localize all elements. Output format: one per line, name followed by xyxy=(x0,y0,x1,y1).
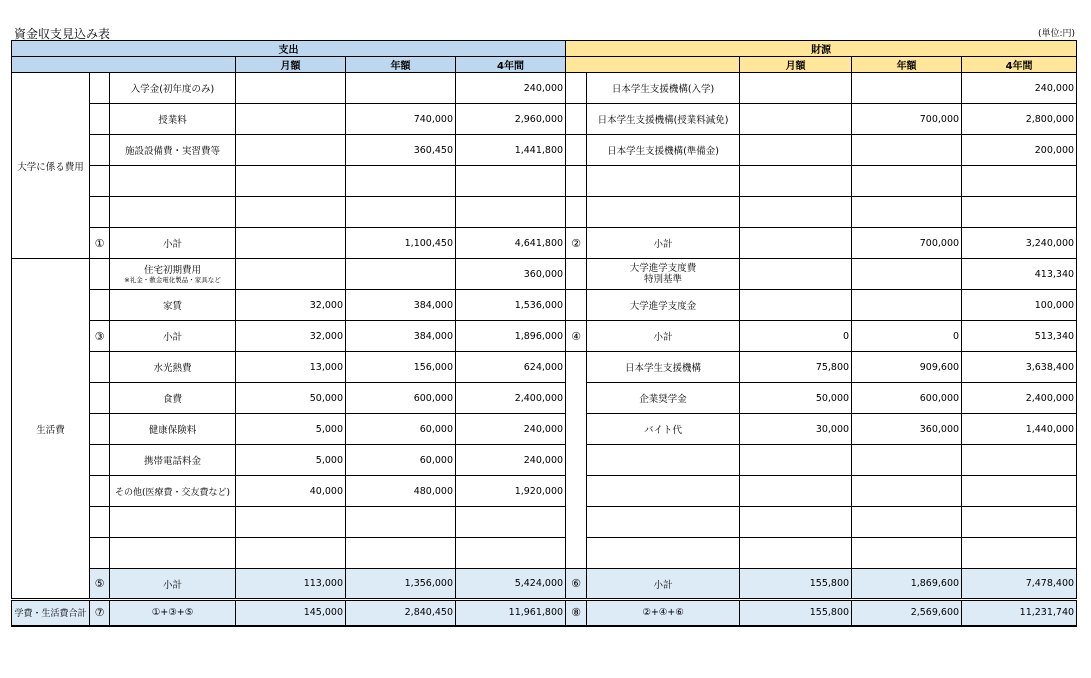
subtotal-row xyxy=(12,228,1077,259)
funding-year[interactable] xyxy=(852,197,962,228)
mark-cell xyxy=(90,73,110,104)
expense-year: 384,000 xyxy=(346,321,456,352)
funding-year[interactable] xyxy=(852,538,962,569)
expense-4yr[interactable]: 2,400,000 xyxy=(456,383,566,414)
expense-year[interactable]: 156,000 xyxy=(346,352,456,383)
expense-month[interactable] xyxy=(236,507,346,538)
funding-year[interactable]: 909,600 xyxy=(852,352,962,383)
funding-month[interactable] xyxy=(740,259,852,290)
funding-month[interactable] xyxy=(740,166,852,197)
section-living: 生活費 xyxy=(12,259,90,600)
subtotal-label: 小計 xyxy=(587,321,740,352)
expense-4yr[interactable]: 624,000 xyxy=(456,352,566,383)
funding-item[interactable]: バイト代 xyxy=(587,414,740,445)
funding-item[interactable] xyxy=(587,445,740,476)
mark-cell xyxy=(566,259,587,290)
expense-item-note: ※礼金・敷金電化製品・家具など xyxy=(124,275,221,284)
funding-month[interactable] xyxy=(740,104,852,135)
funding-month[interactable] xyxy=(740,135,852,166)
funding-item-text2: 特別基準 xyxy=(644,274,683,285)
funding-year: 1,869,600 xyxy=(852,569,962,600)
expense-month[interactable]: 5,000 xyxy=(236,445,346,476)
total-formula: ②+④+⑥ xyxy=(587,600,740,626)
section-university: 大学に係る費用 xyxy=(12,73,90,259)
expense-month[interactable]: 13,000 xyxy=(236,352,346,383)
expense-4yr: 11,961,800 xyxy=(456,600,566,626)
expense-month: 32,000 xyxy=(236,321,346,352)
mark-cell xyxy=(90,476,110,507)
funding-month[interactable] xyxy=(740,290,852,321)
expense-year[interactable] xyxy=(346,197,456,228)
funding-year[interactable]: 700,000 xyxy=(852,104,962,135)
funding-4yr[interactable]: 240,000 xyxy=(962,73,1077,104)
table-row-empty xyxy=(12,507,1077,538)
funding-month-header: 月額 xyxy=(740,57,852,73)
expense-year[interactable]: 480,000 xyxy=(346,476,456,507)
funding-year[interactable] xyxy=(852,73,962,104)
expense-year[interactable]: 60,000 xyxy=(346,414,456,445)
expense-item[interactable] xyxy=(110,166,236,197)
expense-year[interactable]: 384,000 xyxy=(346,290,456,321)
expense-year: 2,840,450 xyxy=(346,600,456,626)
unit-label: (単位:円) xyxy=(1037,29,1075,39)
expense-year[interactable]: 600,000 xyxy=(346,383,456,414)
mark-cell xyxy=(90,104,110,135)
expense-item[interactable] xyxy=(110,538,236,569)
funding-year[interactable] xyxy=(852,445,962,476)
mark-cell xyxy=(90,259,110,290)
funding-month xyxy=(740,228,852,259)
funding-4yr[interactable]: 200,000 xyxy=(962,135,1077,166)
mark-cell xyxy=(90,135,110,166)
section-total: 学費・生活費合計 xyxy=(12,600,90,626)
expense-month[interactable] xyxy=(236,259,346,290)
funding-year: 700,000 xyxy=(852,228,962,259)
expense-4yr: 5,424,000 xyxy=(456,569,566,600)
expense-month xyxy=(236,228,346,259)
subtotal-row xyxy=(12,569,1077,600)
funding-item[interactable] xyxy=(587,197,740,228)
expense-4yr[interactable]: 240,000 xyxy=(456,73,566,104)
funding-year-header: 年額 xyxy=(852,57,962,73)
table-row xyxy=(12,383,1077,414)
mark-cell xyxy=(90,352,110,383)
sheet-title: 資金収支見込み表 xyxy=(14,27,111,41)
expenses-header: 支出 xyxy=(12,41,566,57)
expense-month[interactable] xyxy=(236,73,346,104)
table-row xyxy=(12,476,1077,507)
subtotal-mark: ① xyxy=(90,228,110,259)
funding-year[interactable]: 600,000 xyxy=(852,383,962,414)
funding-4yr[interactable]: 100,000 xyxy=(962,290,1077,321)
funding-item[interactable] xyxy=(587,538,740,569)
table-row xyxy=(12,445,1077,476)
funding-item[interactable] xyxy=(587,507,740,538)
expense-month: 145,000 xyxy=(236,600,346,626)
expenses-item-header xyxy=(12,57,236,73)
funding-4yr: 3,240,000 xyxy=(962,228,1077,259)
funding-4yr[interactable] xyxy=(962,538,1077,569)
subtotal-mark: ⑥ xyxy=(566,569,587,600)
expense-item[interactable]: 入学金(初年度のみ) xyxy=(110,73,236,104)
funding-item[interactable]: 日本学生支援機構 xyxy=(587,352,740,383)
funding-item-text: 大学進学支度費 xyxy=(629,263,697,274)
expense-item[interactable]: 健康保険料 xyxy=(110,414,236,445)
expense-4yr[interactable]: 2,960,000 xyxy=(456,104,566,135)
expense-year[interactable]: 740,000 xyxy=(346,104,456,135)
funding-4yr[interactable]: 2,400,000 xyxy=(962,383,1077,414)
expense-4yr[interactable]: 240,000 xyxy=(456,414,566,445)
funding-month[interactable]: 50,000 xyxy=(740,383,852,414)
funding-4yr: 513,340 xyxy=(962,321,1077,352)
funding-4yr[interactable] xyxy=(962,445,1077,476)
funding-month: 155,800 xyxy=(740,600,852,626)
funding-month[interactable]: 75,800 xyxy=(740,352,852,383)
expense-year[interactable] xyxy=(346,507,456,538)
funding-month[interactable] xyxy=(740,445,852,476)
expense-item[interactable]: 携帯電話料金 xyxy=(110,445,236,476)
budget-table xyxy=(11,40,1077,627)
expense-month[interactable]: 40,000 xyxy=(236,476,346,507)
table-row xyxy=(12,73,1077,104)
subtotal-label: 小計 xyxy=(587,569,740,600)
expense-year: 1,100,450 xyxy=(346,228,456,259)
funding-year: 0 xyxy=(852,321,962,352)
expense-4yr[interactable] xyxy=(456,197,566,228)
expense-year[interactable] xyxy=(346,538,456,569)
funding-4yr[interactable] xyxy=(962,476,1077,507)
funding-month[interactable] xyxy=(740,73,852,104)
expense-4yr[interactable]: 360,000 xyxy=(456,259,566,290)
mark-cell xyxy=(90,445,110,476)
funding-year[interactable] xyxy=(852,476,962,507)
expense-4yr[interactable]: 240,000 xyxy=(456,445,566,476)
mark-cell xyxy=(566,352,587,569)
total-mark: ⑧ xyxy=(566,600,587,626)
funding-year[interactable] xyxy=(852,290,962,321)
expense-4yr[interactable]: 1,536,000 xyxy=(456,290,566,321)
expense-4yr[interactable]: 1,441,800 xyxy=(456,135,566,166)
funding-4yr: 7,478,400 xyxy=(962,569,1077,600)
mark-cell xyxy=(90,538,110,569)
subtotal-label: 小計 xyxy=(110,228,236,259)
funding-year[interactable] xyxy=(852,135,962,166)
expense-month[interactable] xyxy=(236,135,346,166)
funding-month: 0 xyxy=(740,321,852,352)
expense-item[interactable] xyxy=(110,507,236,538)
funding-item[interactable]: 日本学生支援機構(準備金) xyxy=(587,135,740,166)
expense-year[interactable] xyxy=(346,73,456,104)
expense-month[interactable] xyxy=(236,104,346,135)
mark-cell xyxy=(566,104,587,135)
mark-cell xyxy=(566,197,587,228)
expense-4yr[interactable] xyxy=(456,507,566,538)
expense-year[interactable]: 60,000 xyxy=(346,445,456,476)
header-row-1 xyxy=(12,41,1077,57)
funding-4yr[interactable]: 3,638,400 xyxy=(962,352,1077,383)
funding-item[interactable]: 日本学生支援機構(授業料減免) xyxy=(587,104,740,135)
funding-month[interactable]: 30,000 xyxy=(740,414,852,445)
expenses-year-header: 年額 xyxy=(346,57,456,73)
funding-item[interactable]: 日本学生支援機構(入学) xyxy=(587,73,740,104)
expense-month[interactable] xyxy=(236,197,346,228)
table-row-empty xyxy=(12,166,1077,197)
subtotal-label: 小計 xyxy=(587,228,740,259)
funding-item[interactable] xyxy=(587,166,740,197)
expense-item[interactable]: 食費 xyxy=(110,383,236,414)
mark-cell xyxy=(90,166,110,197)
subtotal-mark: ② xyxy=(566,228,587,259)
subtotal-mark: ⑤ xyxy=(90,569,110,600)
funding-item[interactable] xyxy=(587,476,740,507)
table-row xyxy=(12,352,1077,383)
expense-month[interactable] xyxy=(236,538,346,569)
expense-month[interactable]: 50,000 xyxy=(236,383,346,414)
total-row xyxy=(12,600,1077,626)
funding-4yr[interactable]: 1,440,000 xyxy=(962,414,1077,445)
funding-month[interactable] xyxy=(740,538,852,569)
mark-cell xyxy=(90,197,110,228)
expense-4yr[interactable] xyxy=(456,166,566,197)
funding-4yr[interactable]: 413,340 xyxy=(962,259,1077,290)
mark-cell xyxy=(90,414,110,445)
expense-4yr: 4,641,800 xyxy=(456,228,566,259)
total-mark: ⑦ xyxy=(90,600,110,626)
funding-4yr[interactable] xyxy=(962,166,1077,197)
mark-cell xyxy=(566,290,587,321)
mark-cell xyxy=(90,383,110,414)
subtotal-row xyxy=(12,321,1077,352)
funding-header: 財源 xyxy=(566,41,1077,57)
expense-4yr[interactable] xyxy=(456,538,566,569)
expense-item[interactable]: その他(医療費・交友費など) xyxy=(110,476,236,507)
funding-year[interactable] xyxy=(852,166,962,197)
table-row-empty xyxy=(12,538,1077,569)
expenses-4yr-header: 4年間 xyxy=(456,57,566,73)
table-row xyxy=(12,414,1077,445)
mark-cell xyxy=(566,135,587,166)
expense-month: 113,000 xyxy=(236,569,346,600)
expense-item[interactable]: 家賃 xyxy=(110,290,236,321)
expense-year: 1,356,000 xyxy=(346,569,456,600)
funding-month[interactable] xyxy=(740,476,852,507)
subtotal-mark: ③ xyxy=(90,321,110,352)
funding-item[interactable]: 大学進学支度金 xyxy=(587,290,740,321)
mark-cell xyxy=(90,507,110,538)
expense-month[interactable]: 5,000 xyxy=(236,414,346,445)
mark-cell xyxy=(90,290,110,321)
expense-item[interactable] xyxy=(110,259,236,290)
expense-year[interactable]: 360,450 xyxy=(346,135,456,166)
funding-item-header xyxy=(566,57,740,73)
funding-month[interactable] xyxy=(740,507,852,538)
funding-4yr-header: 4年間 xyxy=(962,57,1077,73)
funding-year[interactable] xyxy=(852,259,962,290)
expenses-month-header: 月額 xyxy=(236,57,346,73)
mark-cell xyxy=(566,73,587,104)
table-row xyxy=(12,259,1077,290)
subtotal-label: 小計 xyxy=(110,321,236,352)
total-formula: ①+③+⑤ xyxy=(110,600,236,626)
expense-item[interactable]: 水光熱費 xyxy=(110,352,236,383)
funding-month: 155,800 xyxy=(740,569,852,600)
expense-4yr: 1,896,000 xyxy=(456,321,566,352)
funding-4yr[interactable] xyxy=(962,507,1077,538)
table-row xyxy=(12,104,1077,135)
table-row xyxy=(12,135,1077,166)
funding-month[interactable] xyxy=(740,197,852,228)
funding-4yr[interactable]: 2,800,000 xyxy=(962,104,1077,135)
expense-year[interactable] xyxy=(346,259,456,290)
funding-4yr[interactable] xyxy=(962,197,1077,228)
funding-4yr: 11,231,740 xyxy=(962,600,1077,626)
mark-cell xyxy=(566,166,587,197)
funding-item[interactable]: 企業奨学金 xyxy=(587,383,740,414)
funding-year[interactable]: 360,000 xyxy=(852,414,962,445)
expense-item[interactable]: 授業料 xyxy=(110,104,236,135)
expense-item[interactable] xyxy=(110,197,236,228)
expense-year[interactable] xyxy=(346,166,456,197)
subtotal-mark: ④ xyxy=(566,321,587,352)
expense-4yr[interactable]: 1,920,000 xyxy=(456,476,566,507)
expense-item-text: 住宅初期費用 xyxy=(143,264,201,276)
expense-month[interactable] xyxy=(236,166,346,197)
table-row-empty xyxy=(12,197,1077,228)
header-row-2 xyxy=(12,57,1077,73)
funding-item[interactable] xyxy=(587,259,740,290)
expense-month[interactable]: 32,000 xyxy=(236,290,346,321)
table-row xyxy=(12,290,1077,321)
funding-year: 2,569,600 xyxy=(852,600,962,626)
expense-item[interactable]: 施設設備費・実習費等 xyxy=(110,135,236,166)
funding-year[interactable] xyxy=(852,507,962,538)
subtotal-label: 小計 xyxy=(110,569,236,600)
